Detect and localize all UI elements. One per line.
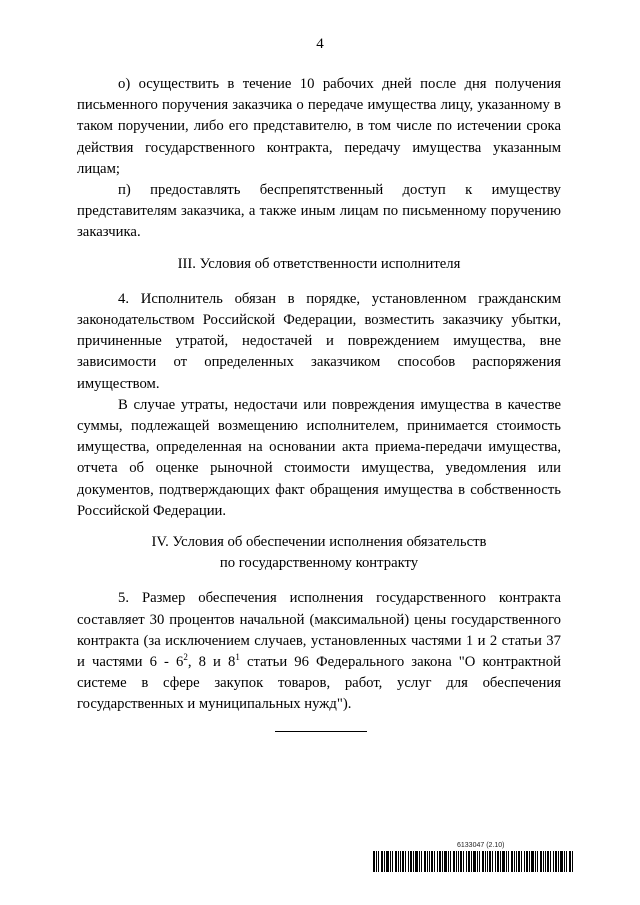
superscript-1: 1 [235,652,240,663]
section-4-heading-line-2: по государственному контракту [219,555,419,572]
section-3-paragraph-2: В случае утраты, недостачи или повреждения имущества в качестве суммы, подлежащей возмещению исполнителем, принимается стоимость имущества, определенная на основании акта приема-передачи имущества, отчета об оценке рыночной стоимости имущества, уведомления или документов, подтверждающих факт обращения имущества в собственность Российской Федерации. [77,396,561,519]
paragraph-text-a: 5. Размер обеспечения исполнения государственного контракта составляет 30 процентов начальной (максимальной) цены государственного контракта (за исключением случаев, установленных частями 1 и 2 статьи 37 и частями 6 - 6 [77,590,561,671]
document-code: 6133047 (2.10) [457,842,505,849]
page-number: 4 [316,36,324,52]
barcode [373,851,573,872]
superscript-2: 2 [183,652,188,663]
item-o: о) осуществить в течение 10 рабочих дней после дня получения письменного поручения заказчика о передаче имущества лицу, указанному в таком поручении, либо его представителю, в том числе по истечении срока действия государственного контракта, передачу имущества указанным лицам; [77,76,561,177]
section-3-paragraph-1: 4. Исполнитель обязан в порядке, установленном гражданским законодательством Российской Федерации, возместить заказчику убытки, причиненные утратой, недостачей и повреждением имущества, вне зависимости от определенных заказчиком способов распоряжения имуществом. [77,290,561,392]
paragraph-text-b: , 8 и 8 [187,654,236,671]
document-body [77,74,561,716]
item-p: п) предоставлять беспрепятственный доступ к имуществу представителям заказчика, а также иным лицам по письменному поручению заказчика. [77,182,561,241]
paragraph-text-c: статьи 96 Федерального закона "О контрактной системе в сфере закупок товаров, работ, услуг для обеспечения государственных и муниципальных нужд"). [77,654,561,713]
section-4-paragraph-1 [77,588,561,715]
end-rule [275,731,367,732]
section-4-heading-line-1: IV. Условия об обеспечении исполнения обязательств [151,534,487,551]
section-3-heading: III. Условия об ответственности исполнителя [177,255,461,272]
